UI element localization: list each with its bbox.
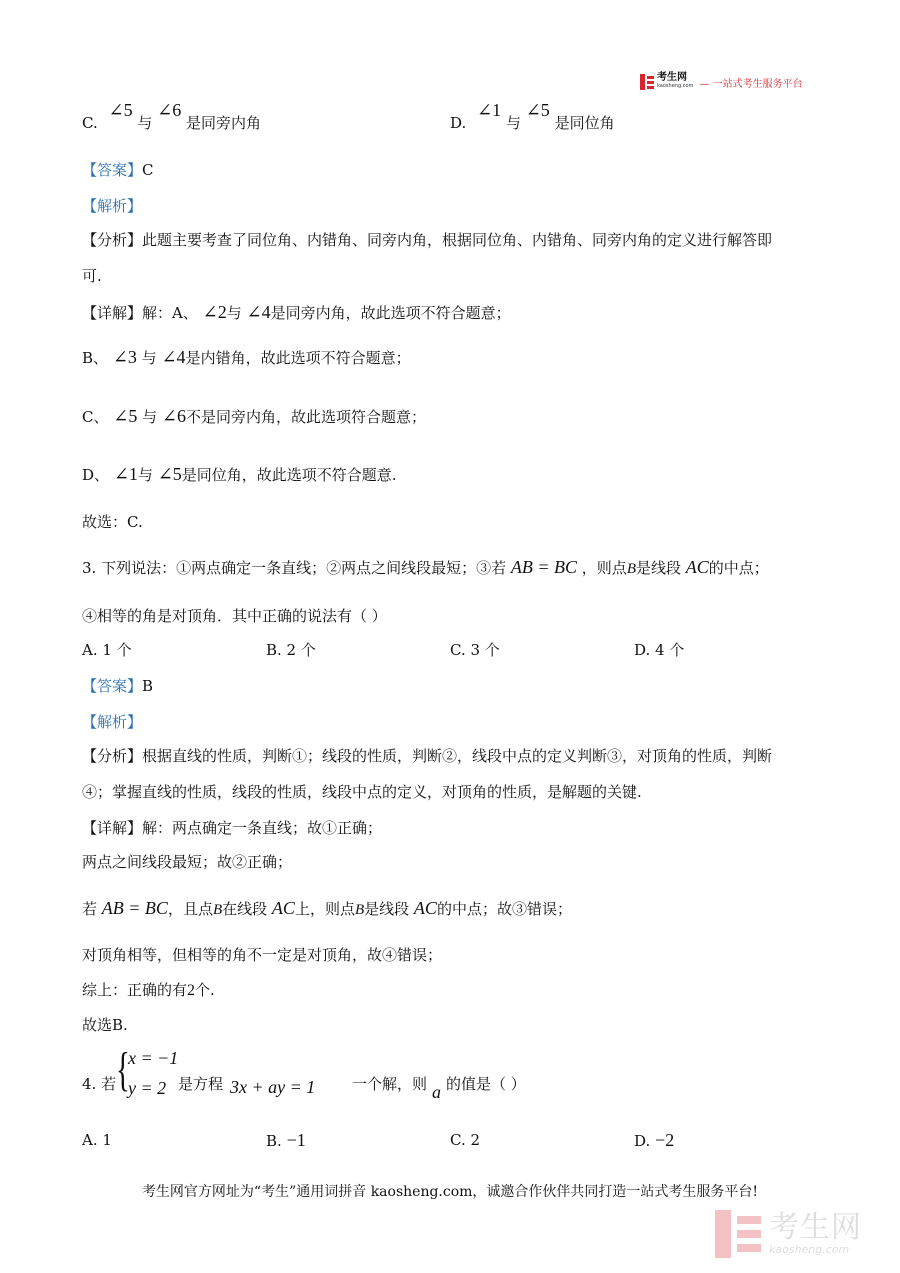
q2-option-c: C. ∠5 与 ∠6 是同旁内角 xyxy=(82,100,262,132)
q4-option-d: D. −2 xyxy=(634,1130,675,1150)
q2-option-d: D. ∠1 与 ∠5 是同位角 xyxy=(450,100,615,132)
q3-fenxi-line-1: 【分析】根据直线的性质，判断①；线段的性质，判断②，线段中点的定义判断③，对顶角的性质，判断 xyxy=(82,747,773,765)
q4-option-c: C. 2 xyxy=(450,1131,481,1149)
q3-stem-line-2: ④相等的角是对顶角．其中正确的说法有（ ） xyxy=(82,607,387,625)
q3-detail-2: 两点之间线段最短；故②正确； xyxy=(82,853,293,871)
q2-detail-c: C、 ∠5 与 ∠6不是同旁内角，故此选项符合题意； xyxy=(82,406,427,426)
q3-stem-line-1: 3. 下列说法：①两点确定一条直线；②两点之间线段最短；③若 AB = BC ，则点B是线段 AC的中点； xyxy=(82,557,769,577)
q3-detail-5: 综上：正确的有2个. xyxy=(82,981,215,999)
q2-choose: 故选：C. xyxy=(82,513,143,531)
q2-answer: 【答案】C xyxy=(82,161,154,179)
q2-detail-a: 【详解】解：A、 ∠2与 ∠4是同旁内角，故此选项不符合题意； xyxy=(82,302,511,322)
logo-name: 考生网 xyxy=(657,72,687,83)
watermark-logo-icon xyxy=(715,1210,763,1258)
watermark xyxy=(715,1210,862,1258)
q2-fenxi-line-2: 可. xyxy=(82,267,102,285)
q4-option-b: B. −1 xyxy=(266,1130,306,1150)
header-slogan: — 一站式考生服务平台 xyxy=(699,78,803,90)
header-logo xyxy=(640,72,803,92)
footer-text: 考生网官方网址为“考生”通用词拼音 kaosheng.com，诚邀合作伙伴共同打造一站式考生服务平台! xyxy=(141,1184,759,1200)
q4-stem-mid-2: 一个解，则 xyxy=(352,1075,428,1093)
q3-option-c: C. 3 个 xyxy=(450,641,500,659)
logo-domain: kaosheng.com xyxy=(657,83,694,89)
q3-detail-3: 若 AB = BC，且点B在线段 AC上，则点B是线段 AC的中点；故③错误； xyxy=(82,898,572,918)
watermark-domain: kaosheng.com xyxy=(769,1243,850,1256)
q3-detail-1: 【详解】解：两点确定一条直线；故①正确； xyxy=(82,819,383,837)
q3-option-a: A. 1 个 xyxy=(82,641,132,659)
q3-fenxi-line-2: ④；掌握直线的性质，线段的性质，线段中点的定义，对顶角的性质，是解题的关键. xyxy=(82,783,642,801)
q3-choose: 故选B. xyxy=(82,1016,128,1034)
kaosheng-logo-icon xyxy=(640,74,654,90)
q4-stem-post: 的值是（ ） xyxy=(446,1075,526,1093)
q3-answer: 【答案】B xyxy=(82,677,154,695)
q3-option-d: D. 4 个 xyxy=(634,641,685,659)
q4-stem-mid: 是方程 xyxy=(178,1075,224,1093)
watermark-name: 考生网 xyxy=(769,1210,862,1245)
q2-fenxi-line-1: 【分析】此题主要考查了同位角、内错角、同旁内角，根据同位角、内错角、同旁内角的定义进行解答即 xyxy=(82,231,773,249)
q2-detail-d: D、 ∠1与 ∠5是同位角，故此选项不符合题意. xyxy=(82,464,397,484)
q4-equation: 3x + ay = 1 xyxy=(230,1077,316,1097)
q4-option-a: A. 1 xyxy=(82,1131,112,1149)
q3-analysis-tag: 【解析】 xyxy=(82,713,143,731)
q2-detail-b: B、 ∠3 与 ∠4是内错角，故此选项不符合题意； xyxy=(82,347,411,367)
q4-system-eq-2: y = 2 xyxy=(128,1078,167,1098)
q2-analysis-tag: 【解析】 xyxy=(82,197,143,215)
equation-system-brace: { xyxy=(116,1043,130,1096)
q4-system-eq-1: x = −1 xyxy=(128,1048,179,1068)
q3-option-b: B. 2 个 xyxy=(266,641,316,659)
q4-number: 4. 若 xyxy=(82,1075,117,1093)
q3-detail-4: 对顶角相等，但相等的角不一定是对顶角，故④错误； xyxy=(82,946,443,964)
q4-variable: a xyxy=(432,1082,441,1102)
